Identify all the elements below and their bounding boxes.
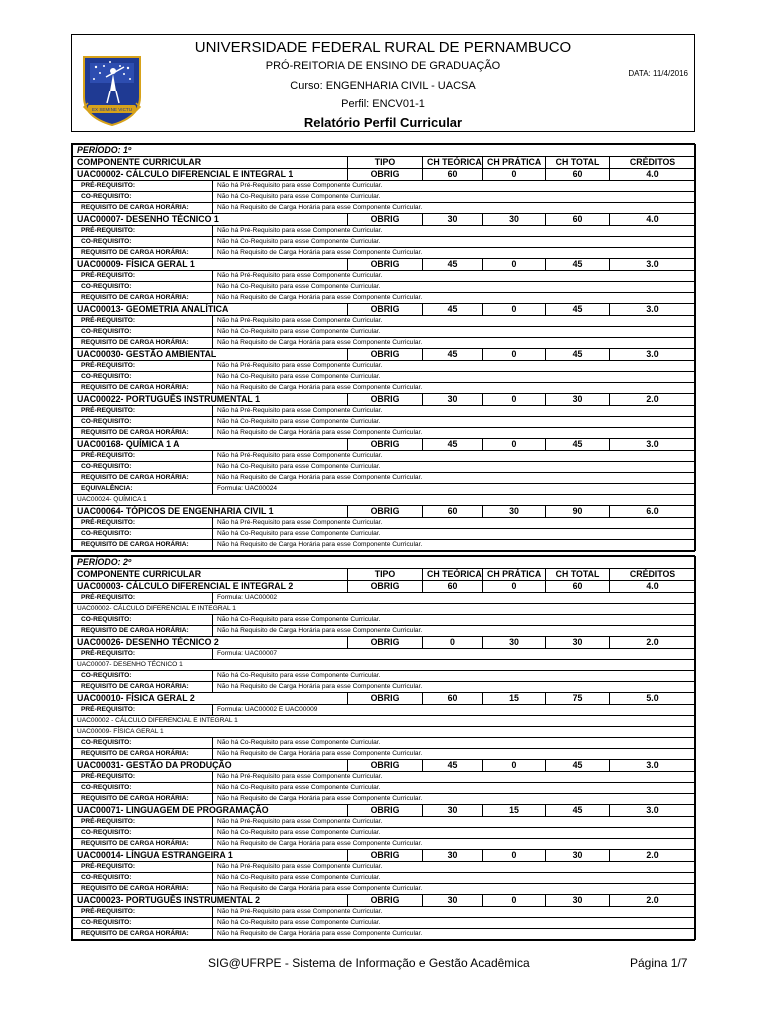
requirement-label: REQUISITO DE CARGA HORÁRIA: [73,428,213,439]
course-ch-total: 75 [546,693,610,705]
course-name: UAC00022- PORTUGUÊS INSTRUMENTAL 1 [73,394,348,406]
course-tipo: OBRIG [348,805,423,817]
requirement-label: REQUISITO DE CARGA HORÁRIA: [73,383,213,394]
requirement-value: Não há Pré-Requisito para esse Componente Curricular. [213,451,696,462]
requirement-value: Formula: UAC00024 [213,484,696,495]
requirement-label: REQUISITO DE CARGA HORÁRIA: [73,540,213,551]
requirement-value: Não há Co-Requisito para esse Componente Curricular. [213,327,696,338]
requirement-row [73,192,696,203]
requirement-label: CO-REQUISITO: [73,237,213,248]
course-tipo: OBRIG [348,693,423,705]
requirement-course-row [73,660,696,671]
requirement-course-row [73,495,696,506]
requirement-row [73,783,696,794]
course-name: UAC00168- QUÍMICA 1 A [73,439,348,451]
system-name: SIG@UFRPE - Sistema de Informação e Gestão Acadêmica [208,956,530,970]
course-ch-pratica: 0 [483,895,546,907]
course-creditos: 3.0 [610,304,696,316]
requirement-value: Não há Co-Requisito para esse Componente Curricular. [213,192,696,203]
column-header-tipo: TIPO [348,157,423,169]
requirement-label: PRÉ-REQUISITO: [73,181,213,192]
requirement-row [73,626,696,637]
requirement-course: UAC00024- QUÍMICA 1 [73,495,696,506]
requirement-course-row [73,727,696,738]
requirement-value: Não há Co-Requisito para esse Componente Curricular. [213,615,696,626]
course-ch-total: 45 [546,760,610,772]
column-header-ch-pratica: CH PRÁTICA [483,569,546,581]
course-creditos: 2.0 [610,850,696,862]
requirement-row [73,282,696,293]
requirement-row [73,873,696,884]
requirement-value: Não há Pré-Requisito para esse Componente Curricular. [213,406,696,417]
column-header-ch-total: CH TOTAL [546,157,610,169]
course-ch-pratica: 0 [483,439,546,451]
period-1-section [71,143,695,552]
course-name: UAC00003- CÁLCULO DIFERENCIAL E INTEGRAL 2 [73,581,348,593]
course-ch-pratica: 15 [483,693,546,705]
requirement-label: CO-REQUISITO: [73,282,213,293]
requirement-value: Formula: UAC00002 E UAC00009 [213,705,696,716]
requirement-value: Não há Requisito de Carga Horária para esse Componente Curricular. [213,929,696,940]
course-creditos: 4.0 [610,214,696,226]
requirement-label: REQUISITO DE CARGA HORÁRIA: [73,626,213,637]
course-creditos: 2.0 [610,637,696,649]
column-header-ch-total: CH TOTAL [546,569,610,581]
course-name: UAC00010- FÍSICA GERAL 2 [73,693,348,705]
curriculum-table [72,556,696,940]
course-ch-total: 60 [546,169,610,181]
column-header-ch-teorica: CH TEÓRICA [423,157,483,169]
course-ch-pratica: 30 [483,214,546,226]
course-ch-teorica: 30 [423,805,483,817]
course-row [73,506,696,518]
course-ch-pratica: 15 [483,805,546,817]
course-ch-total: 45 [546,259,610,271]
requirement-row [73,417,696,428]
course-ch-teorica: 45 [423,259,483,271]
course-row [73,850,696,862]
requirement-value: Não há Co-Requisito para esse Componente Curricular. [213,738,696,749]
requirement-row [73,884,696,895]
course-name: UAC00002- CÁLCULO DIFERENCIAL E INTEGRAL 1 [73,169,348,181]
requirement-row [73,462,696,473]
requirement-row [73,338,696,349]
course-ch-pratica: 0 [483,259,546,271]
requirement-value: Não há Requisito de Carga Horária para esse Componente Curricular. [213,682,696,693]
requirement-course: UAC00007- DESENHO TÉCNICO 1 [73,660,696,671]
course-name: UAC00014- LÍNGUA ESTRANGEIRA 1 [73,850,348,862]
requirement-value: Não há Pré-Requisito para esse Componente Curricular. [213,817,696,828]
requirement-value: Não há Requisito de Carga Horária para esse Componente Curricular. [213,203,696,214]
course-ch-teorica: 0 [423,637,483,649]
course-tipo: OBRIG [348,394,423,406]
requirement-value: Não há Pré-Requisito para esse Componente Curricular. [213,862,696,873]
requirement-label: CO-REQUISITO: [73,462,213,473]
requirement-value: Não há Co-Requisito para esse Componente Curricular. [213,417,696,428]
course-row [73,259,696,271]
requirement-row [73,738,696,749]
requirement-value: Não há Co-Requisito para esse Componente Curricular. [213,237,696,248]
requirement-label: PRÉ-REQUISITO: [73,518,213,529]
column-header-componente: COMPONENTE CURRICULAR [73,569,348,581]
course-creditos: 3.0 [610,439,696,451]
requirement-course: UAC00009- FÍSICA GERAL 1 [73,727,696,738]
requirement-value: Não há Co-Requisito para esse Componente Curricular. [213,282,696,293]
course-creditos: 4.0 [610,581,696,593]
requirement-value: Não há Co-Requisito para esse Componente Curricular. [213,462,696,473]
column-header-componente: COMPONENTE CURRICULAR [73,157,348,169]
requirement-value: Não há Pré-Requisito para esse Componente Curricular. [213,226,696,237]
requirement-course-row [73,604,696,615]
course-ch-teorica: 30 [423,895,483,907]
requirement-value: Não há Requisito de Carga Horária para esse Componente Curricular. [213,248,696,259]
course-ch-pratica: 0 [483,581,546,593]
requirement-label: PRÉ-REQUISITO: [73,316,213,327]
curriculum-table [72,144,696,551]
course-ch-teorica: 30 [423,214,483,226]
course-name: UAC00009- FÍSICA GERAL 1 [73,259,348,271]
requirement-label: PRÉ-REQUISITO: [73,361,213,372]
requirement-row [73,828,696,839]
requirement-label: PRÉ-REQUISITO: [73,226,213,237]
requirement-row [73,271,696,282]
requirement-row [73,839,696,850]
course-row [73,581,696,593]
pro-reitoria: PRÓ-REITORIA DE ENSINO DE GRADUAÇÃO [265,60,501,72]
requirement-label: REQUISITO DE CARGA HORÁRIA: [73,203,213,214]
course-name: UAC00064- TÓPICOS DE ENGENHARIA CIVIL 1 [73,506,348,518]
requirement-label: PRÉ-REQUISITO: [73,907,213,918]
requirement-row [73,518,696,529]
requirement-label: REQUISITO DE CARGA HORÁRIA: [73,839,213,850]
course-ch-pratica: 0 [483,169,546,181]
requirement-row [73,237,696,248]
requirement-row [73,372,696,383]
requirement-label: CO-REQUISITO: [73,671,213,682]
course-ch-pratica: 30 [483,637,546,649]
requirement-value: Não há Requisito de Carga Horária para esse Componente Curricular. [213,626,696,637]
requirement-row [73,749,696,760]
requirement-value: Não há Pré-Requisito para esse Componente Curricular. [213,181,696,192]
requirement-label: PRÉ-REQUISITO: [73,593,213,604]
requirement-course: UAC00002 - CÁLCULO DIFERENCIAL E INTEGRAL 1 [73,716,696,727]
course-creditos: 4.0 [610,169,696,181]
requirement-value: Não há Pré-Requisito para esse Componente Curricular. [213,271,696,282]
requirement-row [73,817,696,828]
course-ch-total: 60 [546,581,610,593]
requirement-row [73,203,696,214]
requirement-row [73,473,696,484]
requirement-row [73,248,696,259]
requirement-label: CO-REQUISITO: [73,615,213,626]
requirement-row [73,428,696,439]
course-creditos: 3.0 [610,259,696,271]
requirement-row [73,293,696,304]
page-number: Página 1/7 [630,956,688,970]
course-ch-total: 45 [546,349,610,361]
course-row [73,637,696,649]
requirement-label: REQUISITO DE CARGA HORÁRIA: [73,794,213,805]
requirement-value: Não há Requisito de Carga Horária para esse Componente Curricular. [213,794,696,805]
column-header-tipo: TIPO [348,569,423,581]
course-name: UAC00026- DESENHO TÉCNICO 2 [73,637,348,649]
requirement-row [73,907,696,918]
requirement-label: PRÉ-REQUISITO: [73,862,213,873]
requirement-label: CO-REQUISITO: [73,828,213,839]
requirement-row [73,671,696,682]
requirement-value: Não há Requisito de Carga Horária para esse Componente Curricular. [213,383,696,394]
period-title-row [73,557,696,569]
course-creditos: 2.0 [610,394,696,406]
requirement-value: Não há Requisito de Carga Horária para esse Componente Curricular. [213,749,696,760]
column-header-creditos: CRÉDITOS [610,569,696,581]
requirement-row [73,484,696,495]
report-header [71,34,695,132]
course-tipo: OBRIG [348,760,423,772]
course-ch-pratica: 30 [483,506,546,518]
course-ch-total: 30 [546,895,610,907]
course-ch-teorica: 45 [423,439,483,451]
requirement-course: UAC00002- CÁLCULO DIFERENCIAL E INTEGRAL 1 [73,604,696,615]
course-row [73,693,696,705]
course-ch-teorica: 45 [423,304,483,316]
requirement-label: PRÉ-REQUISITO: [73,406,213,417]
course-creditos: 3.0 [610,805,696,817]
requirement-value: Não há Requisito de Carga Horária para esse Componente Curricular. [213,473,696,484]
course-ch-teorica: 30 [423,850,483,862]
requirement-label: REQUISITO DE CARGA HORÁRIA: [73,682,213,693]
course-row [73,349,696,361]
svg-text:EX SEMINE VICTU: EX SEMINE VICTU [91,107,133,112]
requirement-row [73,615,696,626]
requirement-label: CO-REQUISITO: [73,738,213,749]
requirement-value: Não há Co-Requisito para esse Componente Curricular. [213,783,696,794]
requirement-row [73,682,696,693]
course-ch-teorica: 60 [423,169,483,181]
requirement-label: PRÉ-REQUISITO: [73,772,213,783]
course-ch-total: 45 [546,304,610,316]
course-ch-teorica: 60 [423,506,483,518]
column-header-row [73,569,696,581]
course-ch-pratica: 0 [483,760,546,772]
requirement-row [73,918,696,929]
requirement-label: REQUISITO DE CARGA HORÁRIA: [73,473,213,484]
course-tipo: OBRIG [348,169,423,181]
course-ch-teorica: 60 [423,581,483,593]
requirement-value: Não há Co-Requisito para esse Componente Curricular. [213,828,696,839]
course-tipo: OBRIG [348,506,423,518]
course-name: UAC00031- GESTÃO DA PRODUÇÃO [73,760,348,772]
course-tipo: OBRIG [348,581,423,593]
requirement-value: Não há Co-Requisito para esse Componente Curricular. [213,372,696,383]
course-row [73,895,696,907]
course-name: UAC00013- GEOMETRIA ANALÍTICA [73,304,348,316]
requirement-value: Não há Co-Requisito para esse Componente Curricular. [213,918,696,929]
requirement-value: Não há Requisito de Carga Horária para esse Componente Curricular. [213,884,696,895]
requirement-label: PRÉ-REQUISITO: [73,649,213,660]
period-2-section [71,555,695,941]
requirement-row [73,361,696,372]
requirement-row [73,451,696,462]
requirement-row [73,705,696,716]
course-ch-teorica: 60 [423,693,483,705]
requirement-label: EQUIVALÊNCIA: [73,484,213,495]
course-row [73,214,696,226]
requirement-row [73,327,696,338]
course-ch-teorica: 30 [423,394,483,406]
requirement-value: Não há Pré-Requisito para esse Componente Curricular. [213,361,696,372]
column-header-ch-teorica: CH TEÓRICA [423,569,483,581]
requirement-row [73,226,696,237]
requirement-label: PRÉ-REQUISITO: [73,451,213,462]
requirement-value: Não há Co-Requisito para esse Componente Curricular. [213,671,696,682]
requirement-label: REQUISITO DE CARGA HORÁRIA: [73,929,213,940]
requirement-row [73,540,696,551]
requirement-value: Não há Requisito de Carga Horária para esse Componente Curricular. [213,428,696,439]
course-tipo: OBRIG [348,637,423,649]
course-ch-total: 30 [546,637,610,649]
course-ch-total: 45 [546,805,610,817]
requirement-label: CO-REQUISITO: [73,417,213,428]
requirement-label: REQUISITO DE CARGA HORÁRIA: [73,884,213,895]
requirement-label: CO-REQUISITO: [73,529,213,540]
column-header-ch-pratica: CH PRÁTICA [483,157,546,169]
course-row [73,304,696,316]
requirement-row [73,794,696,805]
requirement-value: Não há Requisito de Carga Horária para esse Componente Curricular. [213,839,696,850]
requirement-label: REQUISITO DE CARGA HORÁRIA: [73,293,213,304]
requirement-label: REQUISITO DE CARGA HORÁRIA: [73,749,213,760]
course-name: UAC00030- GESTÃO AMBIENTAL [73,349,348,361]
course-ch-pratica: 0 [483,304,546,316]
requirement-value: Não há Requisito de Carga Horária para esse Componente Curricular. [213,293,696,304]
course-tipo: OBRIG [348,304,423,316]
requirement-value: Não há Co-Requisito para esse Componente Curricular. [213,529,696,540]
course-row [73,394,696,406]
course-ch-pratica: 0 [483,394,546,406]
requirement-value: Não há Requisito de Carga Horária para esse Componente Curricular. [213,540,696,551]
requirement-row [73,772,696,783]
course-name: UAC00071- LINGUAGEM DE PROGRAMAÇÃO [73,805,348,817]
course-ch-pratica: 0 [483,850,546,862]
requirement-row [73,862,696,873]
period-title: PERÍODO: 2º [73,557,696,569]
period-title-row [73,145,696,157]
course-creditos: 2.0 [610,895,696,907]
report-date: DATA: 11/4/2016 [628,69,688,78]
period-title: PERÍODO: 1º [73,145,696,157]
university-name: UNIVERSIDADE FEDERAL RURAL DE PERNAMBUCO [194,39,572,56]
course-name: UAC00023- PORTUGUÊS INSTRUMENTAL 2 [73,895,348,907]
requirement-label: PRÉ-REQUISITO: [73,705,213,716]
course-creditos: 5.0 [610,693,696,705]
course-ch-teorica: 45 [423,349,483,361]
profile-code: Perfil: ENCV01-1 [341,98,425,110]
requirement-label: REQUISITO DE CARGA HORÁRIA: [73,338,213,349]
course-name: Curso: ENGENHARIA CIVIL - UACSA [290,80,476,92]
course-ch-total: 90 [546,506,610,518]
requirement-row [73,181,696,192]
course-tipo: OBRIG [348,850,423,862]
requirement-label: REQUISITO DE CARGA HORÁRIA: [73,248,213,259]
course-creditos: 6.0 [610,506,696,518]
course-ch-teorica: 45 [423,760,483,772]
requirement-label: PRÉ-REQUISITO: [73,271,213,282]
requirement-value: Não há Requisito de Carga Horária para esse Componente Curricular. [213,338,696,349]
column-header-row [73,157,696,169]
requirement-row [73,383,696,394]
requirement-value: Não há Pré-Requisito para esse Componente Curricular. [213,316,696,327]
requirement-label: CO-REQUISITO: [73,372,213,383]
requirement-row [73,406,696,417]
course-tipo: OBRIG [348,895,423,907]
requirement-value: Não há Co-Requisito para esse Componente Curricular. [213,873,696,884]
requirement-label: CO-REQUISITO: [73,873,213,884]
column-header-creditos: CRÉDITOS [610,157,696,169]
requirement-value: Formula: UAC00007 [213,649,696,660]
requirement-value: Formula: UAC00002 [213,593,696,604]
course-creditos: 3.0 [610,760,696,772]
course-row [73,805,696,817]
course-tipo: OBRIG [348,439,423,451]
requirement-label: PRÉ-REQUISITO: [73,817,213,828]
course-row [73,439,696,451]
requirement-course-row [73,716,696,727]
requirement-value: Não há Pré-Requisito para esse Componente Curricular. [213,518,696,529]
requirement-row [73,529,696,540]
requirement-row [73,593,696,604]
course-ch-total: 60 [546,214,610,226]
requirement-row [73,929,696,940]
course-ch-total: 30 [546,850,610,862]
requirement-value: Não há Pré-Requisito para esse Componente Curricular. [213,772,696,783]
requirement-row [73,649,696,660]
course-tipo: OBRIG [348,259,423,271]
course-creditos: 3.0 [610,349,696,361]
requirement-label: CO-REQUISITO: [73,918,213,929]
course-ch-total: 30 [546,394,610,406]
course-tipo: OBRIG [348,349,423,361]
course-row [73,760,696,772]
requirement-label: CO-REQUISITO: [73,327,213,338]
course-ch-total: 45 [546,439,610,451]
course-tipo: OBRIG [348,214,423,226]
requirement-value: Não há Pré-Requisito para esse Componente Curricular. [213,907,696,918]
course-name: UAC00007- DESENHO TÉCNICO 1 [73,214,348,226]
requirement-label: CO-REQUISITO: [73,783,213,794]
course-ch-pratica: 0 [483,349,546,361]
course-row [73,169,696,181]
requirement-label: CO-REQUISITO: [73,192,213,203]
requirement-row [73,316,696,327]
report-title: Relatório Perfil Curricular [303,115,463,130]
